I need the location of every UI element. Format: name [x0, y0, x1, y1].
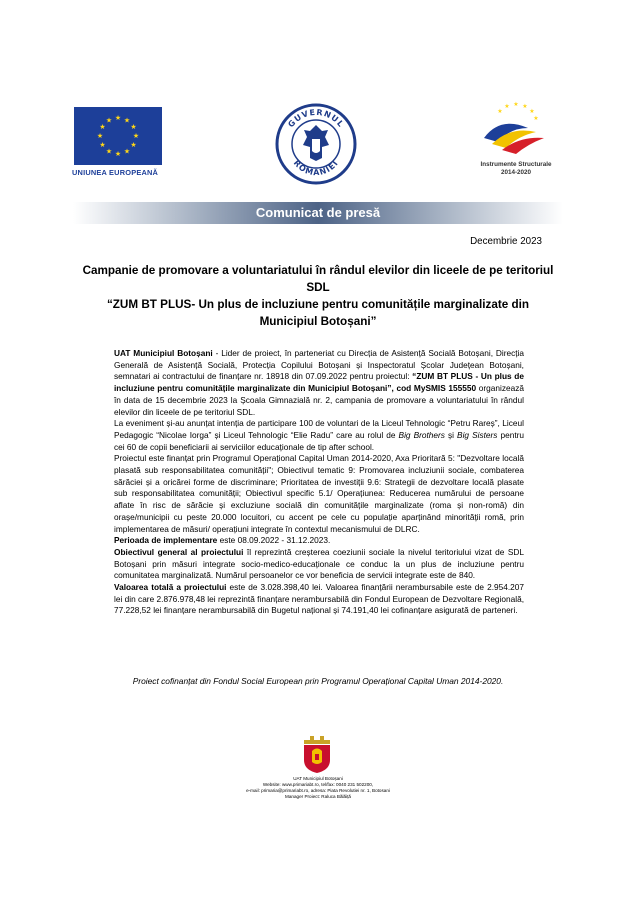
seal-ring-text [275, 103, 357, 185]
objective-text: îl reprezintă creșterea coeziunii sociale la nivelul teritoriului vizat de SDL Botoșani prin măsuri integrate socio-medico-educaționale ce conduc la un plus de incluziune pentru comunitatea marginalizată. Numărul persoanelor ce vor beneficia de servicii integrate este de 840. [114, 546, 524, 581]
svg-text:★: ★ [513, 101, 519, 108]
svg-text:★: ★ [123, 116, 131, 125]
period-label: Perioada de implementare [114, 535, 218, 546]
svg-text:★: ★ [99, 123, 106, 131]
title-line-2: “ZUM BT PLUS- Un plus de incluziune pentru comunitățile marginalizate din Municipiul Botoșani” [106, 298, 530, 328]
document-body [114, 348, 524, 617]
struct-label-line2: 2014-2020 [500, 169, 532, 176]
contact-line-4: Manager Proiect: Raluca Bălăiță [285, 793, 351, 799]
svg-text:★: ★ [529, 108, 535, 115]
title-line-1: Campanie de promovare a voluntariatului în rândul elevilor din liceele de pe teritoriul SDL [82, 264, 554, 294]
objective-label: Obiectivul general al proiectului [114, 546, 244, 557]
big-brothers: Big Brothers [398, 429, 445, 440]
svg-text:ROMÂNIEI: ROMÂNIEI [291, 158, 341, 178]
paragraph-funding: Proiectul este finanțat prin Programul Operațional Capital Uman 2014-2020, Axa Prioritară 5: "Dezvoltare locală plasată sub responsabilitatea comunității"; Obiectivul tematic 9: Promovarea incluziunii sociale, combaterea sărăciei și a oricărei forme de discriminare; Prioritatea de investiții 9.6: Strategii de dezvoltare locală plasate sub responsabilitatea comunității; Obiectivul specific 5.1/ Operațiunea: Reducerea numărului de persoane aflate în risc de sărăcie și excluziune socială din comunitățile marginalizate (roma și non-romă) din orașe/municipii cu peste 20.000 locuitori, cu accent pe cele cu populație aparținând minorității romă, prin implementarea de măsuri/ operațiuni integrate în contextul mecanismului de DLRC. [114, 453, 524, 534]
eu-label: UNIUNEA EUROPEANĂ [72, 168, 159, 177]
big-sisters: Big Sisters [457, 429, 498, 440]
logo-row [0, 0, 636, 190]
svg-text:★: ★ [130, 123, 137, 131]
p2-text-c: pentru cei 60 de copii beneficiarii ai serviciilor educaționale de tip after school. [114, 429, 525, 452]
contact-line-1: UAT Municipiul Botoșani [293, 776, 343, 781]
press-release-banner [73, 202, 563, 224]
svg-text:★: ★ [114, 114, 122, 122]
banner-title: Comunicat de presă [255, 205, 381, 220]
structural-instruments-label [461, 161, 571, 177]
cofinancing-note: Proiect cofinanțat din Fondul Social European prin Programul Operațional Capital Uman 2014-2020. [132, 676, 504, 686]
svg-text:★: ★ [114, 150, 122, 158]
svg-text:★: ★ [105, 116, 113, 125]
paragraph-value [114, 582, 524, 617]
svg-text:★: ★ [123, 147, 131, 156]
struct-label-line1: Instrumente Structurale [480, 161, 552, 168]
svg-text:★: ★ [105, 147, 113, 156]
value-label: Valoarea totală a proiectului [114, 582, 227, 593]
svg-text:GUVERNUL: GUVERNUL [286, 107, 346, 130]
document-title [80, 262, 556, 330]
p2-text-b: și [444, 429, 458, 440]
svg-text:★: ★ [96, 132, 104, 140]
svg-text:★: ★ [504, 103, 510, 110]
svg-text:★: ★ [497, 108, 503, 115]
document-date: Decembrie 2023 [470, 236, 542, 247]
paragraph-period [114, 535, 524, 547]
svg-text:★: ★ [99, 141, 106, 149]
svg-text:★: ★ [522, 103, 528, 110]
p1-text-a: - Lider de proiect, în parteneriat cu Direcția de Asistență Socială Botoșani, Direcția Generală de Asistență Socială, Protecția Copilului Botoșani și Inspectoratul Școlar Județean Botoșani, semnatari ai contractului de finanțare nr. 18918 din 07.09.2022 pentru proiectul: [114, 348, 524, 382]
structural-instruments-logo-icon [470, 98, 560, 158]
p1-text-b: organizează în data de 15 decembrie 2023 la Școala Gimnazială nr. 2, campania de promovare a voluntariatului în rândul elevilor din liceele de pe teritoriul SDL. [114, 383, 524, 417]
contact-block [200, 776, 436, 800]
value-text: este de 3.028.398,40 lei. Valoarea finanțării nerambursabile este de 2.954.207 lei din care 2.876.978,48 lei reprezintă finanțare nerambursabilă din Fondul European de Dezvoltare Regională, 77.228,52 lei finanțare nerambursabilă din Bugetul național și 74.191,40 lei cofinanțare asigurată de parteneri. [114, 582, 524, 616]
paragraph-partners [114, 348, 524, 418]
svg-text:★: ★ [130, 141, 137, 149]
project-name: “ZUM BT PLUS - Un plus de incluziune pentru comunitățile marginalizate din Municipiul Botoșani”, cod MySMIS 155550 [114, 371, 524, 394]
p2-text-a: La eveniment și-au anunțat intenția de participare 100 de voluntari de la Liceul Tehnologic “Petru Rareș”, Liceul Pedagogic “Nicolae Iorga” și Liceul Tehnologic “Elie Radu” care au rolul de [114, 418, 524, 440]
contact-line-3: e-mail: primaria@primariabt.ro, adresa: Piata Revolutiei nr. 1, Botosani [246, 787, 390, 793]
eu-flag-icon [74, 107, 162, 165]
contact-line-2: Website: www.primariabt.ro, tel/fax: 0040 231 502200, [262, 781, 374, 787]
paragraph-volunteers [114, 418, 524, 453]
paragraph-objective [114, 547, 524, 582]
period-value: este 08.09.2022 - 31.12.2023. [217, 535, 331, 546]
project-leader: UAT Municipiul Botoșani [114, 348, 213, 358]
svg-text:★: ★ [533, 115, 539, 122]
botosani-coat-of-arms-icon [300, 734, 334, 774]
svg-text:★: ★ [132, 132, 140, 140]
